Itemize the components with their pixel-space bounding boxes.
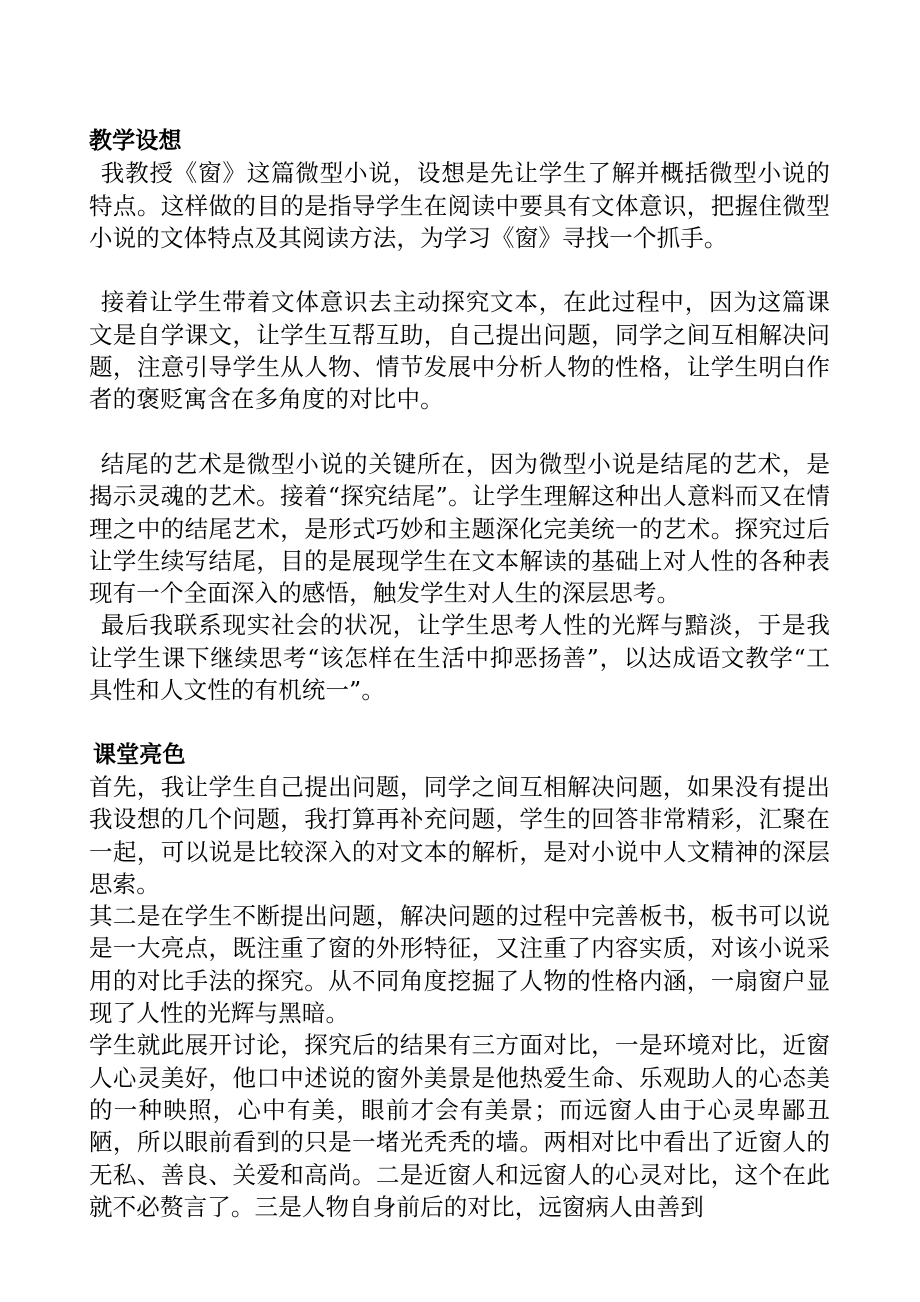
paragraph: 其二是在学生不断提出问题，解决问题的过程中完善板书，板书可以说是一大亮点，既注重了窗的外形特征，又注重了内容实质，对该小说采用的对比手法的探究。从不同角度挖掘了人物的性格内涵，一扇窗户显现了人性的光辉与黑暗。 bbox=[89, 902, 830, 1028]
paragraph-gap bbox=[89, 254, 830, 286]
paragraph: 首先，我让学生自己提出问题，同学之间互相解决问题，如果没有提出我设想的几个问题，我打算再补充问题，学生的回答非常精彩，汇聚在一起，可以说是比较深入的对文本的解析，是对小说中人文精神的深层思索。 bbox=[89, 772, 830, 898]
section-heading-teaching-concept: 教学设想 bbox=[89, 128, 182, 154]
paragraph-gap bbox=[89, 706, 830, 738]
paragraph: 学生就此展开讨论，探究后的结果有三方面对比，一是环境对比，近窗人心灵美好，他口中述说的窗外美景是他热爱生命、乐观助人的心态美的一种映照，心中有美，眼前才会有美景；而远窗人由于心灵卑鄙丑陋，所以眼前看到的只是一堵光秃秃的墙。两相对比中看出了近窗人的无私、善良、关爱和高尚。二是近窗人和远窗人的心灵对比，这个在此就不必赘言了。三是人物自身前后的对比，远窗病人由善到 bbox=[89, 1031, 830, 1221]
section-heading-classroom-highlights: 课堂亮色 bbox=[93, 741, 186, 768]
document-page bbox=[89, 125, 830, 1223]
paragraph-gap bbox=[89, 416, 830, 448]
paragraph: 接着让学生带着文体意识去主动探究文本，在此过程中，因为这篇课文是自学课文，让学生互帮互助，自己提出问题，同学之间互相解决问题，注意引导学生从人物、情节发展中分析人物的性格，让学生明白作者的褒贬寓含在多角度的对比中。 bbox=[89, 288, 830, 414]
paragraph: 我教授《窗》这篇微型小说，设想是先让学生了解并概括微型小说的特点。这样做的目的是指导学生在阅读中要具有文体意识，把握住微型小说的文体特点及其阅读方法，为学习《窗》寻找一个抓手。 bbox=[89, 159, 830, 252]
paragraph: 结尾的艺术是微型小说的关键所在，因为微型小说是结尾的艺术，是揭示灵魂的艺术。接着“探究结尾”。让学生理解这种出人意料而又在情理之中的结尾艺术，是形式巧妙和主题深化完美统一的艺术。探究过后让学生续写结尾，目的是展现学生在文本解读的基础上对人性的各种表现有一个全面深入的感悟，触发学生对人生的深层思考。 bbox=[89, 449, 830, 608]
paragraph: 最后我联系现实社会的状况，让学生思考人性的光辉与黯淡，于是我让学生课下继续思考“该怎样在生活中抑恶扬善”，以达成语文教学“工具性和人文性的有机统一”。 bbox=[89, 611, 830, 705]
